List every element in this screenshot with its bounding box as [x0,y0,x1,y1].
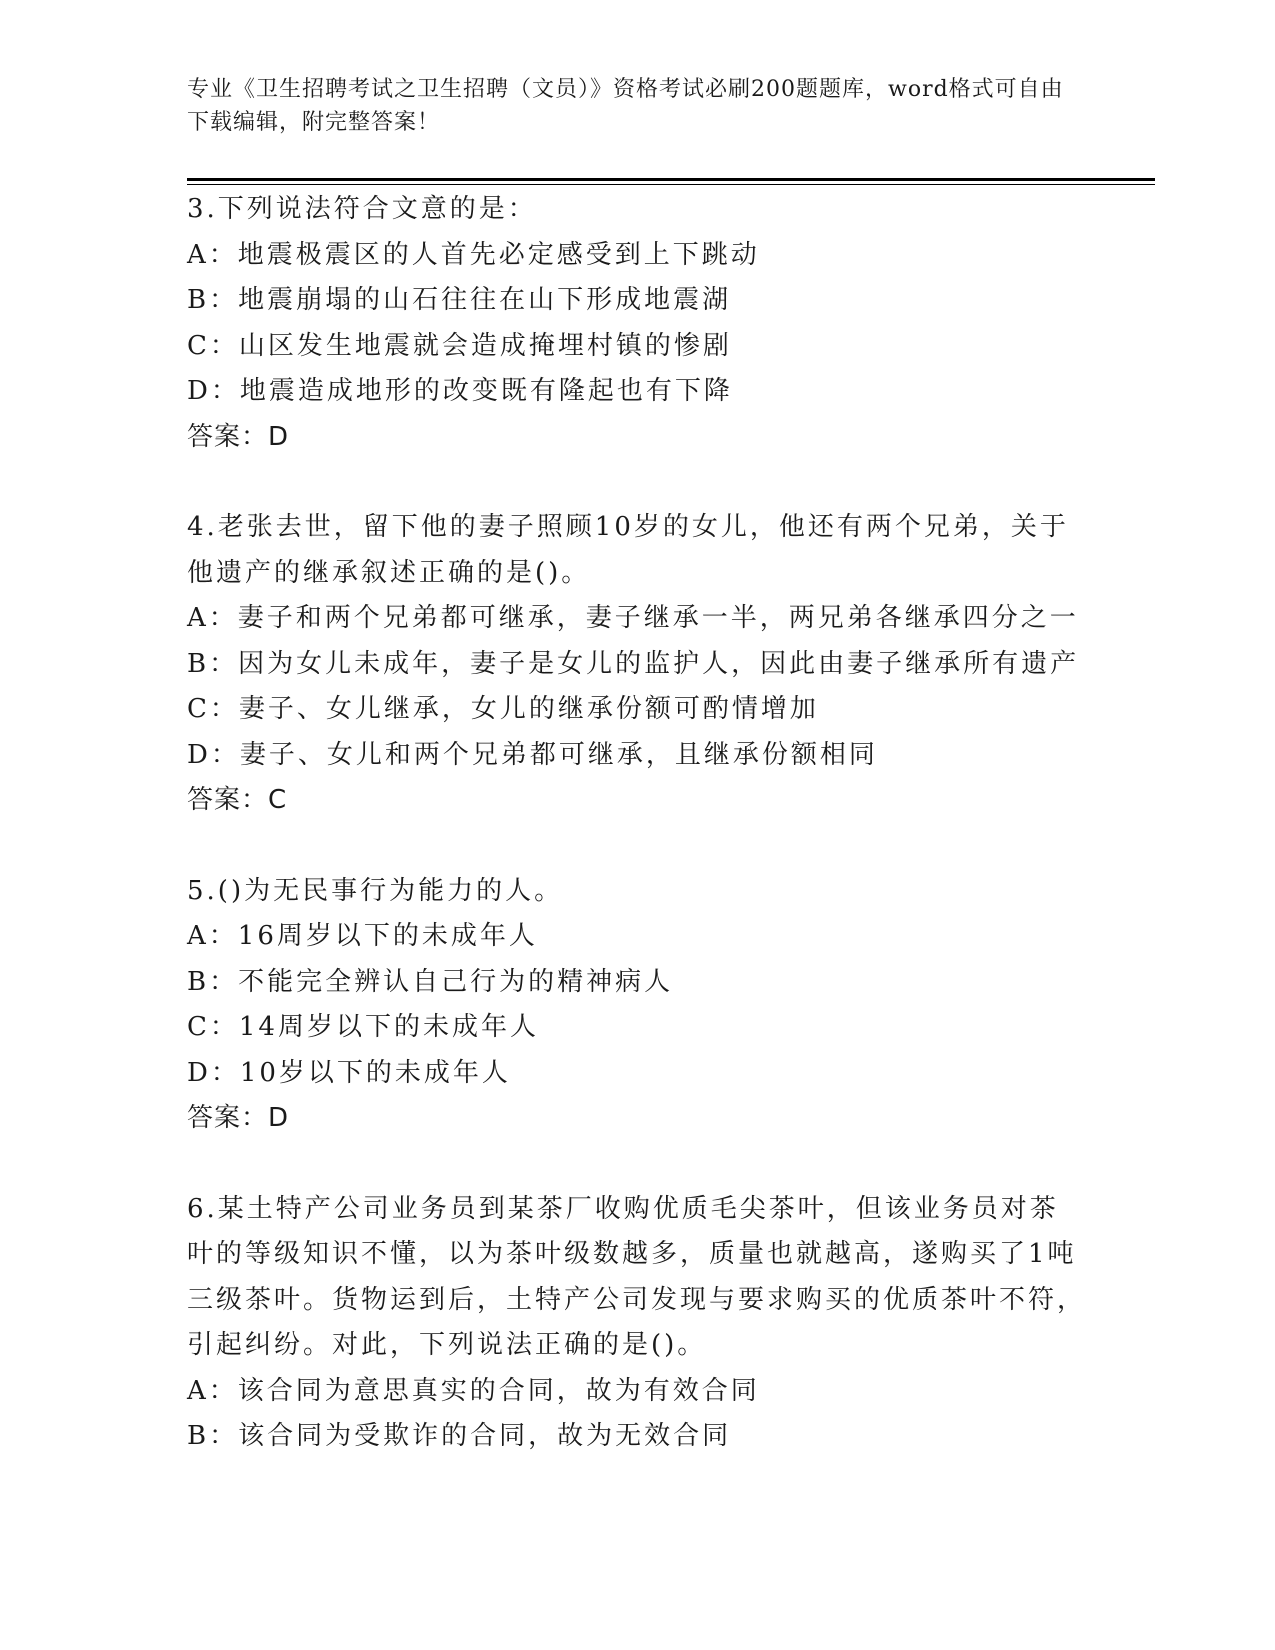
option-d: D：地震造成地形的改变既有隆起也有下降 [187,376,733,406]
option-a: A：地震极震区的人首先必定感受到上下跳动 [187,239,760,270]
question-stem: 5.()为无民事行为能力的人。 [187,875,564,906]
answer-text: 答案：D [187,1103,290,1133]
question-stem: 3.下列说法符合文意的是： [187,194,537,224]
option-d: D：10岁以下的未成年人 [187,1057,511,1088]
question-stem: 4.老张去世，留下他的妻子照顾10岁的女儿，他还有两个兄弟，关于他遗产的继承叙述正确的是()。 [187,512,1069,588]
answer-text: 答案：D [187,421,290,452]
question-list [187,187,1087,1460]
option-a: A：妻子和两个兄弟都可继承，妻子继承一半，两兄弟各继承四分之一 [187,603,1079,633]
question-5 [187,869,1087,1142]
option-c: C：14周岁以下的未成年人 [187,1012,539,1042]
question-6 [187,1187,1087,1460]
header-divider-thick [187,178,1155,181]
question-3 [187,187,1087,460]
option-b: B：地震崩塌的山石往往在山下形成地震湖 [187,285,732,315]
option-a: A：该合同为意思真实的合同，故为有效合同 [187,1375,760,1406]
option-a: A：16周岁以下的未成年人 [187,921,538,951]
option-b: B：不能完全辨认自己行为的精神病人 [187,966,674,997]
option-c: C：妻子、女儿继承，女儿的继承份额可酌情增加 [187,694,819,724]
answer-text: 答案：C [187,785,288,815]
header-divider-thin [187,184,1155,185]
option-d: D：妻子、女儿和两个兄弟都可继承，且继承份额相同 [187,739,878,770]
document-header: 专业《卫生招聘考试之卫生招聘（文员）》资格考试必刷200题题库，word格式可自由下载编辑，附完整答案！ [187,77,1064,135]
option-b: B：因为女儿未成年，妻子是女儿的监护人，因此由妻子继承所有遗产 [187,648,1080,679]
option-c: C：山区发生地震就会造成掩埋村镇的惨剧 [187,330,732,361]
option-b: B：该合同为受欺诈的合同，故为无效合同 [187,1421,732,1451]
question-stem: 6.某土特产公司业务员到某茶厂收购优质毛尖茶叶，但该业务员对茶叶的等级知识不懂，以为茶叶级数越多，质量也就越高，遂购买了1吨三级茶叶。货物运到后，土特产公司发现与要求购买的优质茶叶不符，引起纠纷。对此，下列说法正确的是()。 [187,1193,1087,1360]
question-4 [187,505,1087,824]
